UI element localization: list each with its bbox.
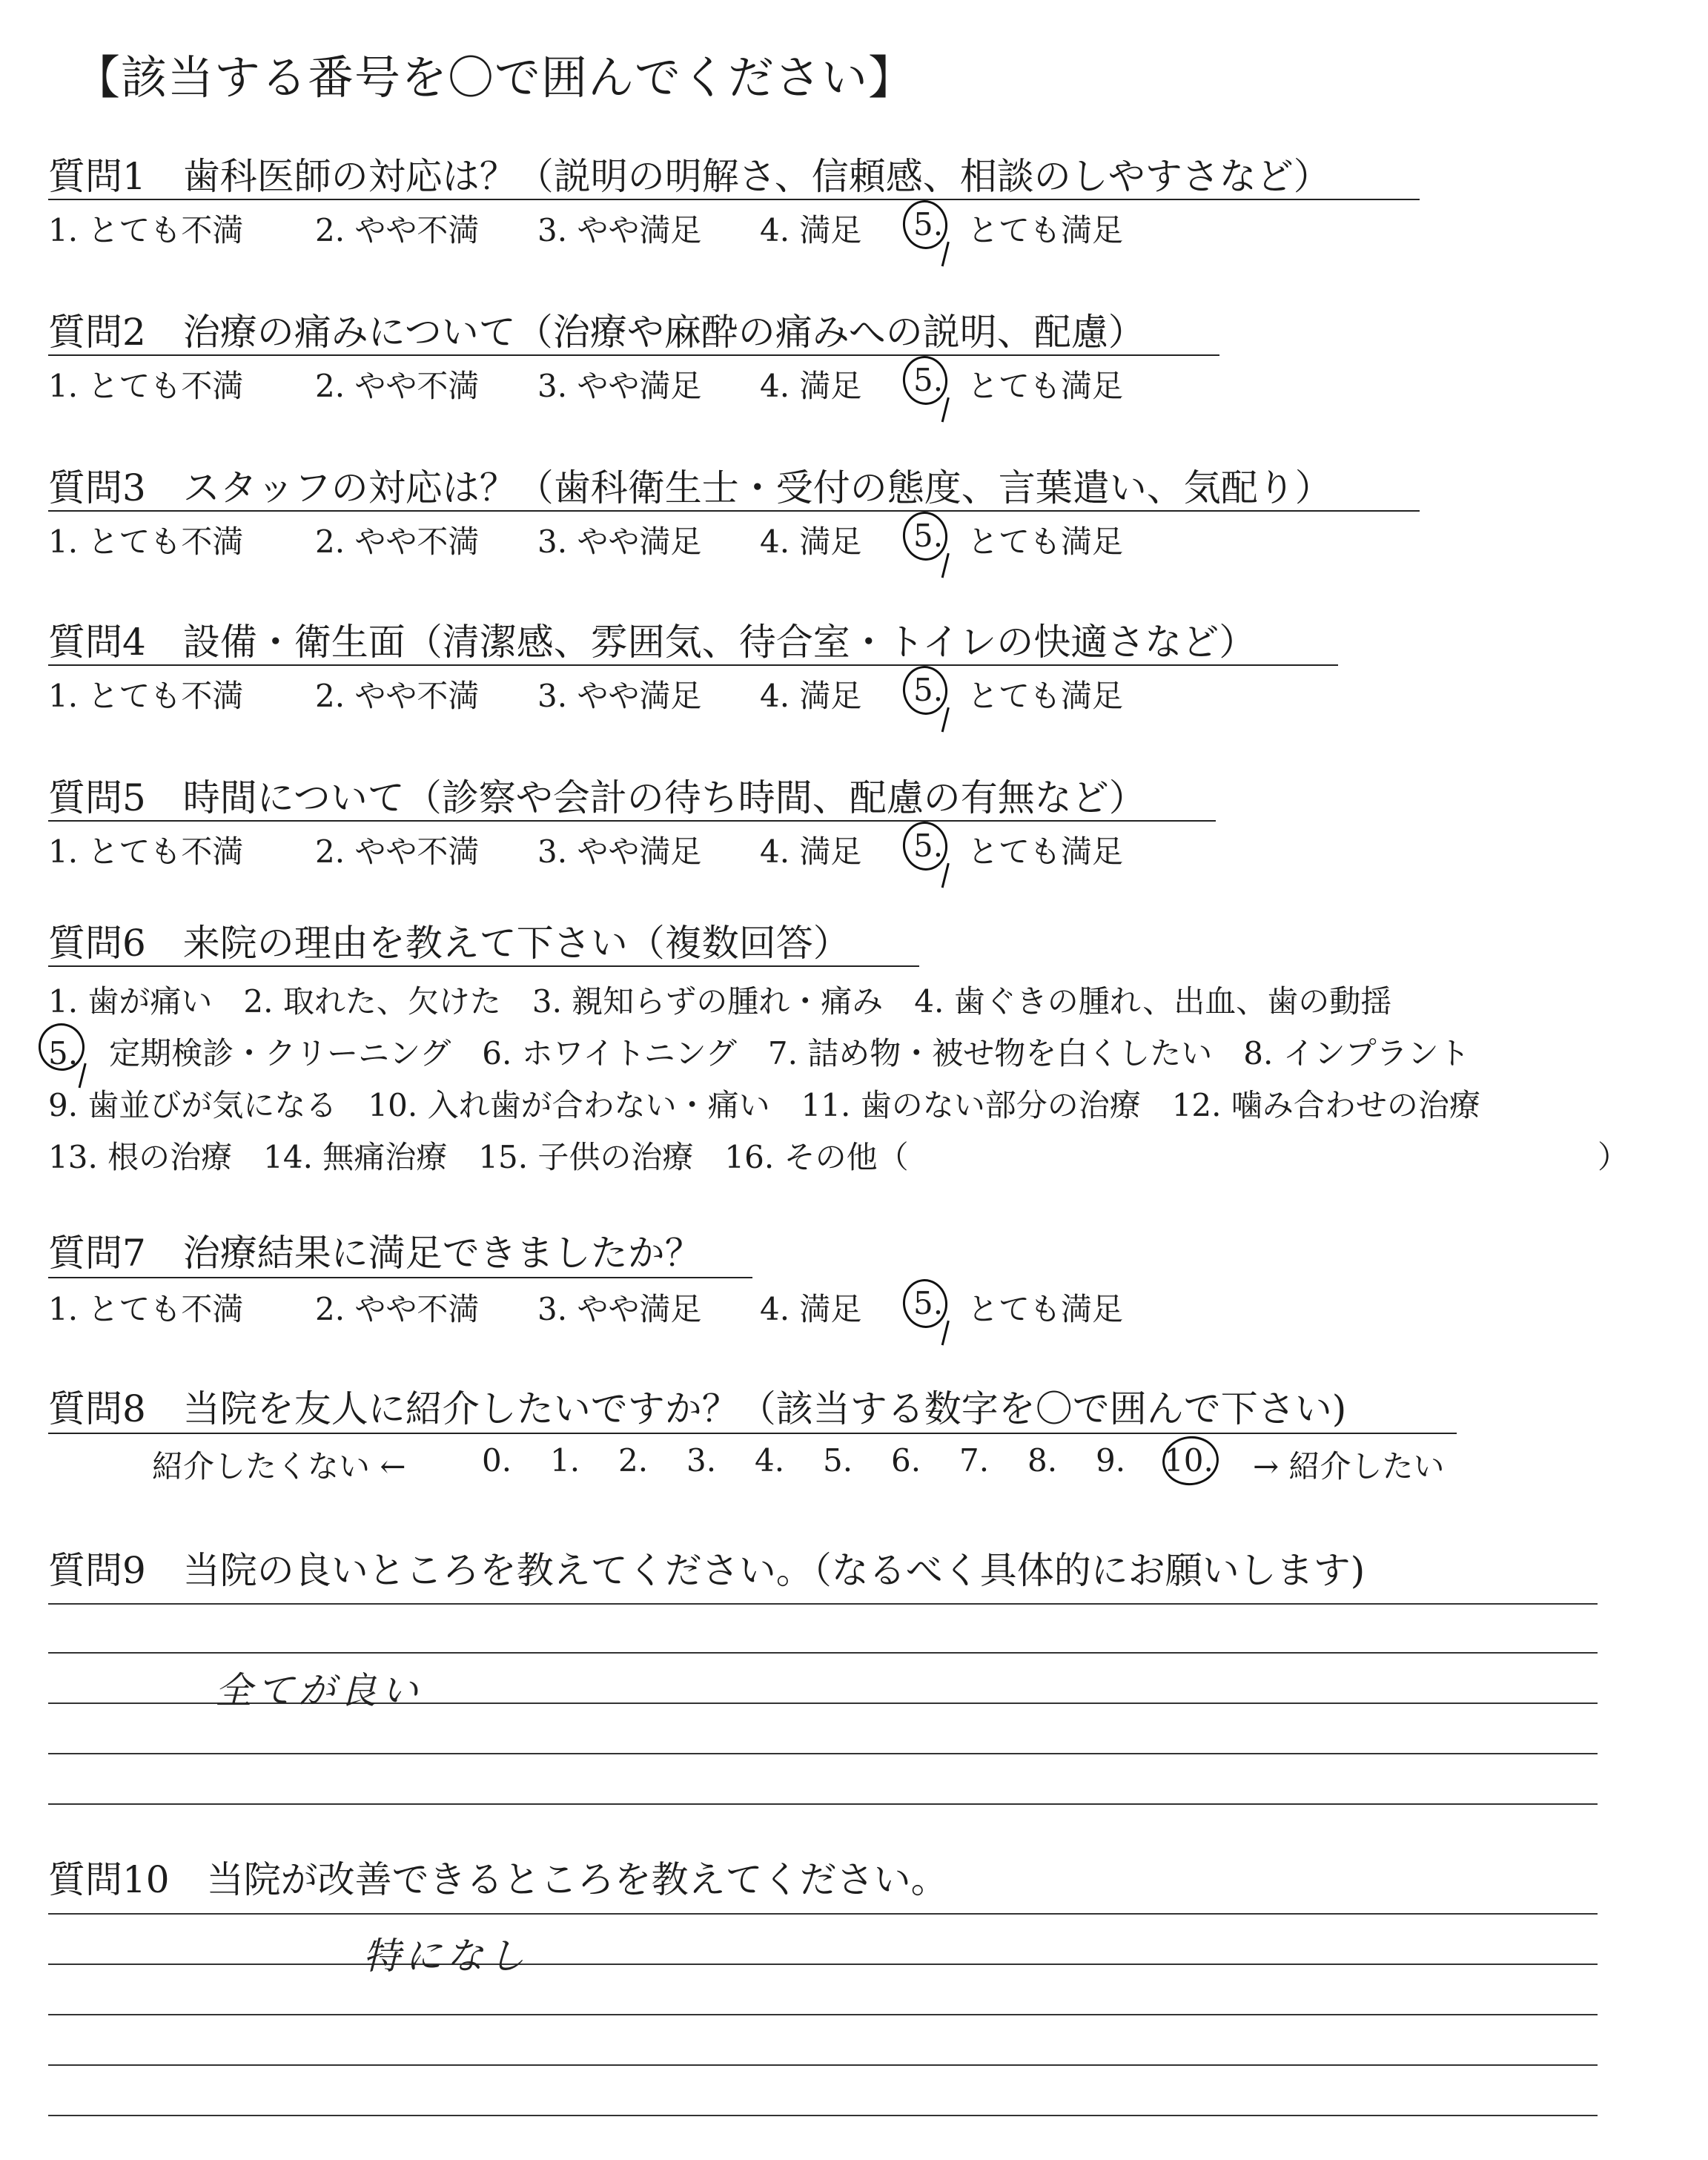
- writing-line: [48, 1913, 1598, 1915]
- writing-line: [48, 1803, 1598, 1805]
- question-2-option-4: 4. 満足: [760, 368, 862, 404]
- writing-line: [48, 1964, 1598, 1965]
- circle-tail: [941, 242, 950, 267]
- question-7-option-4: 4. 満足: [760, 1291, 862, 1327]
- question-2-option-5: 5.: [913, 362, 944, 398]
- question-8-underline: [48, 1433, 1457, 1434]
- question-8-right-label: → 紹介したい: [1253, 1448, 1445, 1484]
- writing-line: [48, 2014, 1598, 2015]
- question-3-label: 質問3 スタッフの対応は？（歯科衛生士・受付の態度、言葉遣い、気配り）: [48, 466, 1332, 509]
- question-3-option-4: 4. 満足: [760, 524, 862, 560]
- question-4-label: 質問4 設備・衛生面（清潔感、雰囲気、待合室・トイレの快適さなど）: [48, 621, 1257, 664]
- question-6-other-close: ）: [1598, 1139, 1629, 1175]
- question-7-underline: [48, 1277, 752, 1278]
- question-2-option-1: 1. とても不満: [48, 368, 244, 404]
- question-1-option-4: 4. 満足: [760, 212, 862, 248]
- question-9-label: 質問9 当院の良いところを教えてください。（なるべく具体的にお願いします): [48, 1549, 1366, 1592]
- question-10-label: 質問10 当院が改善できるところを教えてください。: [48, 1858, 948, 1901]
- question-6-line-2: 5. 定期検診・クリーニング 6. ホワイトニング 7. 詰め物・被せ物を白くしたい 8. インプラント: [48, 1035, 1470, 1071]
- question-2-option-3: 3. やや満足: [537, 368, 702, 404]
- question-5-option-4: 4. 満足: [760, 833, 862, 870]
- question-5-option-5: 5.: [913, 828, 944, 864]
- question-2-option-2: 2. やや不満: [315, 368, 480, 404]
- question-7-option-6: とても満足: [967, 1291, 1124, 1327]
- circle-tail: [941, 707, 950, 733]
- writing-line: [48, 2064, 1598, 2066]
- question-1-option-6: とても満足: [967, 212, 1124, 248]
- question-8-scale-6: 6.: [891, 1442, 921, 1479]
- question-3-underline: [48, 510, 1420, 512]
- question-8-scale-7: 7.: [959, 1442, 990, 1479]
- question-4-underline: [48, 664, 1338, 666]
- question-1-option-2: 2. やや不満: [315, 212, 480, 248]
- question-1-option-3: 3. やや満足: [537, 212, 702, 248]
- question-7-label: 質問7 治療結果に満足できましたか？: [48, 1232, 702, 1275]
- question-4-option-1: 1. とても不満: [48, 678, 244, 714]
- question-1-option-5: 5.: [913, 206, 944, 242]
- question-4-option-3: 3. やや満足: [537, 678, 702, 714]
- question-3-option-1: 1. とても不満: [48, 524, 244, 560]
- writing-line: [48, 2115, 1598, 2116]
- writing-line: [48, 1753, 1598, 1754]
- question-1-option-1: 1. とても不満: [48, 212, 244, 248]
- question-4-option-4: 4. 満足: [760, 678, 862, 714]
- question-2-label: 質問2 治療の痛みについて（治療や麻酔の痛みへの説明、配慮）: [48, 311, 1145, 354]
- question-8-scale-10: 10.: [1164, 1442, 1214, 1479]
- question-6-underline: [48, 965, 919, 967]
- question-5-underline: [48, 820, 1216, 822]
- question-6-line-3: 9. 歯並びが気になる 10. 入れ歯が合わない・痛い 11. 歯のない部分の治療 12. 噛み合わせの治療: [48, 1087, 1480, 1123]
- circle-tail: [941, 397, 950, 423]
- question-5-option-6: とても満足: [967, 833, 1124, 870]
- question-8-scale-0: 0.: [482, 1442, 512, 1479]
- question-8-scale-1: 1.: [550, 1442, 580, 1479]
- question-6-line-4: 13. 根の治療 14. 無痛治療 15. 子供の治療 16. その他（: [48, 1139, 909, 1175]
- question-7-option-3: 3. やや満足: [537, 1291, 702, 1327]
- writing-line: [48, 1603, 1598, 1605]
- question-7-option-5: 5.: [913, 1285, 944, 1321]
- question-8-scale-4: 4.: [755, 1442, 785, 1479]
- writing-line: [48, 1652, 1598, 1654]
- question-6-label: 質問6 来院の理由を教えて下さい（複数回答）: [48, 922, 850, 965]
- question-5-option-2: 2. やや不満: [315, 833, 480, 870]
- circle-tail: [941, 1321, 950, 1346]
- question-4-option-5: 5.: [913, 672, 944, 708]
- question-5-option-3: 3. やや満足: [537, 833, 702, 870]
- question-8-left-label: 紹介したくない ←: [152, 1448, 406, 1484]
- question-3-option-3: 3. やや満足: [537, 524, 702, 560]
- question-3-option-5: 5.: [913, 518, 944, 554]
- question-8-scale-8: 8.: [1027, 1442, 1058, 1479]
- question-9-handwritten-answer: 全てが良い: [215, 1669, 423, 1712]
- question-5-option-1: 1. とても不満: [48, 833, 244, 870]
- circle-tail: [941, 553, 950, 578]
- question-3-option-2: 2. やや不満: [315, 524, 480, 560]
- page-title: 【該当する番号を〇で囲んでください】: [74, 50, 916, 105]
- question-1-underline: [48, 199, 1420, 200]
- question-2-option-6: とても満足: [967, 368, 1124, 404]
- question-8-scale-5: 5.: [823, 1442, 853, 1479]
- question-6-line-1: 1. 歯が痛い 2. 取れた、欠けた 3. 親知らずの腫れ・痛み 4. 歯ぐきの腫れ、出血、歯の動揺: [48, 983, 1392, 1020]
- question-8-label: 質問8 当院を友人に紹介したいですか？（該当する数字を〇で囲んで下さい): [48, 1387, 1347, 1430]
- question-7-option-1: 1. とても不満: [48, 1291, 244, 1327]
- question-8-scale-2: 2.: [618, 1442, 649, 1479]
- question-1-label: 質問1 歯科医師の対応は？（説明の明解さ、信頼感、相談のしやすさなど）: [48, 155, 1331, 198]
- question-5-label: 質問5 時間について（診察や会計の待ち時間、配慮の有無など）: [48, 776, 1146, 819]
- question-7-option-2: 2. やや不満: [315, 1291, 480, 1327]
- question-8-scale-3: 3.: [686, 1442, 717, 1479]
- question-8-scale-9: 9.: [1096, 1442, 1126, 1479]
- question-2-underline: [48, 354, 1219, 356]
- question-4-option-6: とても満足: [967, 678, 1124, 714]
- circle-tail: [941, 863, 950, 888]
- question-10-handwritten-answer: 特になし: [363, 1935, 529, 1978]
- question-8-circled-answer: [1159, 1433, 1222, 1489]
- question-4-option-2: 2. やや不満: [315, 678, 480, 714]
- question-3-option-6: とても満足: [967, 524, 1124, 560]
